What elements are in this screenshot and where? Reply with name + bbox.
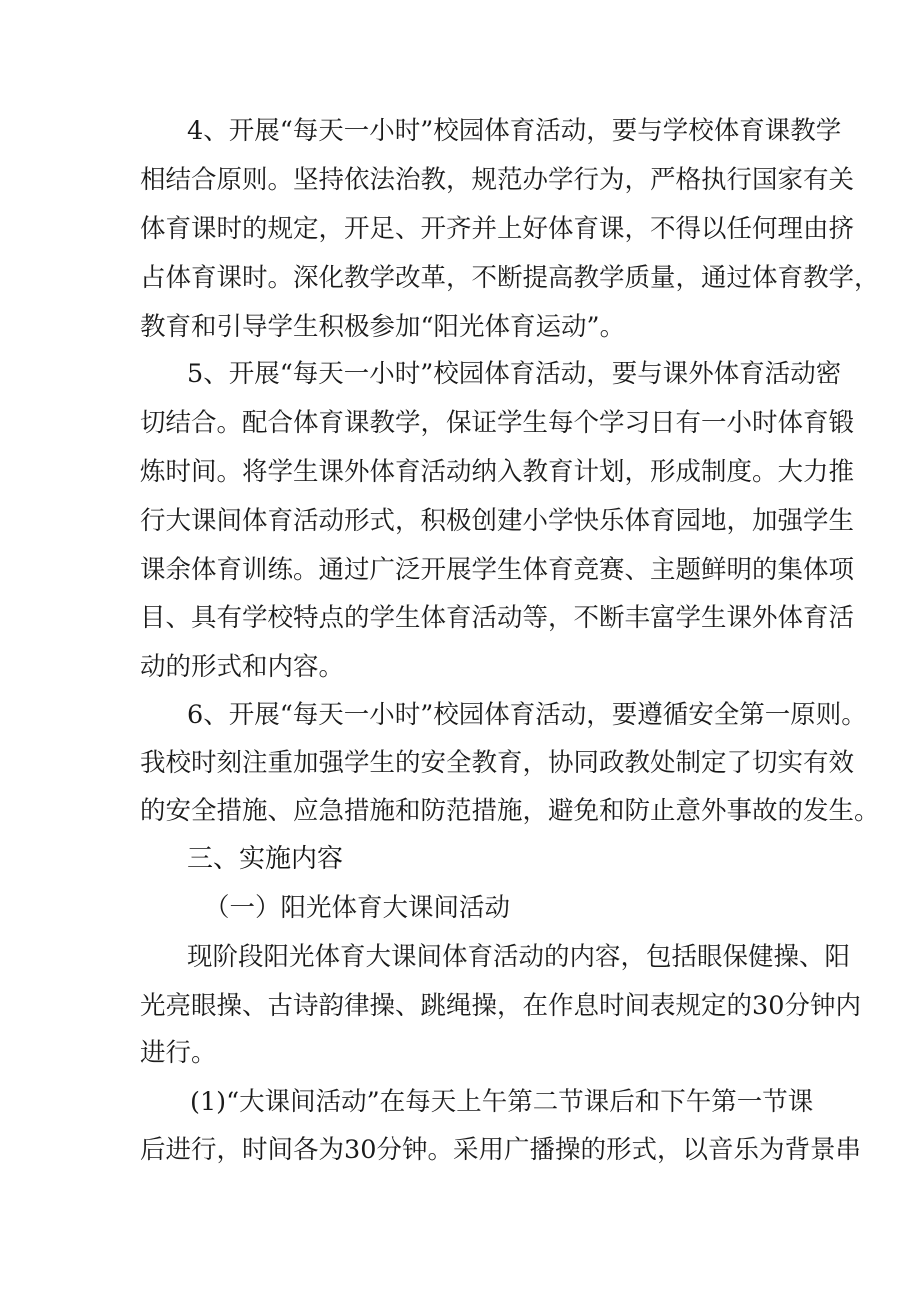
para4-line-3: 体育课时的规定，开足、开齐并上好体育课，不得以任何理由挤 — [140, 214, 855, 244]
para5-line-2: 切结合。配合体育课教学，保证学生每个学习日有一小时体育锻 — [140, 408, 855, 438]
para6-line-2: 我校时刻注重加强学生的安全教育，协同政教处制定了切实有效 — [140, 748, 855, 778]
subsection-heading: （一）阳光体育大课间活动 — [204, 893, 511, 923]
item1-line-1: (1)“大课间活动”在每天上午第二节课后和下午第一节课 — [190, 1087, 814, 1117]
para5-line-5: 课余体育训练。通过广泛开展学生体育竞赛、主题鲜明的集体项 — [140, 555, 855, 585]
intro-line-3: 进行。 — [140, 1038, 217, 1068]
para5-line-3: 炼时间。将学生课外体育活动纳入教育计划，形成制度。大力推 — [140, 457, 855, 487]
para5-line-4: 行大课间体育活动形式，积极创建小学快乐体育园地，加强学生 — [140, 506, 855, 536]
para4-line-2: 相结合原则。坚持依法治教，规范办学行为，严格执行国家有关 — [140, 165, 855, 195]
para6-line-3: 的安全措施、应急措施和防范措施，避免和防止意外事故的发生。 — [140, 796, 880, 826]
para6-line-1: 6、开展“每天一小时”校园体育活动，要遵循安全第一原则。 — [187, 700, 867, 730]
para5-line-1: 5、开展“每天一小时”校园体育活动，要与课外体育活动密 — [187, 359, 842, 389]
para4-line-5: 教育和引导学生积极参加“阳光体育运动”。 — [140, 312, 626, 342]
para4-line-4: 占体育课时。深化教学改革，不断提高教学质量，通过体育教学， — [140, 263, 880, 293]
para5-line-7: 动的形式和内容。 — [140, 652, 345, 682]
section-heading: 三、实施内容 — [187, 844, 344, 874]
para5-line-6: 目、具有学校特点的学生体育活动等，不断丰富学生课外体育活 — [140, 603, 855, 633]
item1-line-2: 后进行，时间各为30分钟。采用广播操的形式，以音乐为背景串 — [140, 1135, 861, 1165]
para4-line-1: 4、开展“每天一小时”校园体育活动，要与学校体育课教学 — [187, 116, 842, 146]
intro-line-1: 现阶段阳光体育大课间体育活动的内容，包括眼保健操、阳 — [187, 942, 851, 972]
intro-line-2: 光亮眼操、古诗韵律操、跳绳操，在作息时间表规定的30分钟内 — [140, 991, 861, 1021]
